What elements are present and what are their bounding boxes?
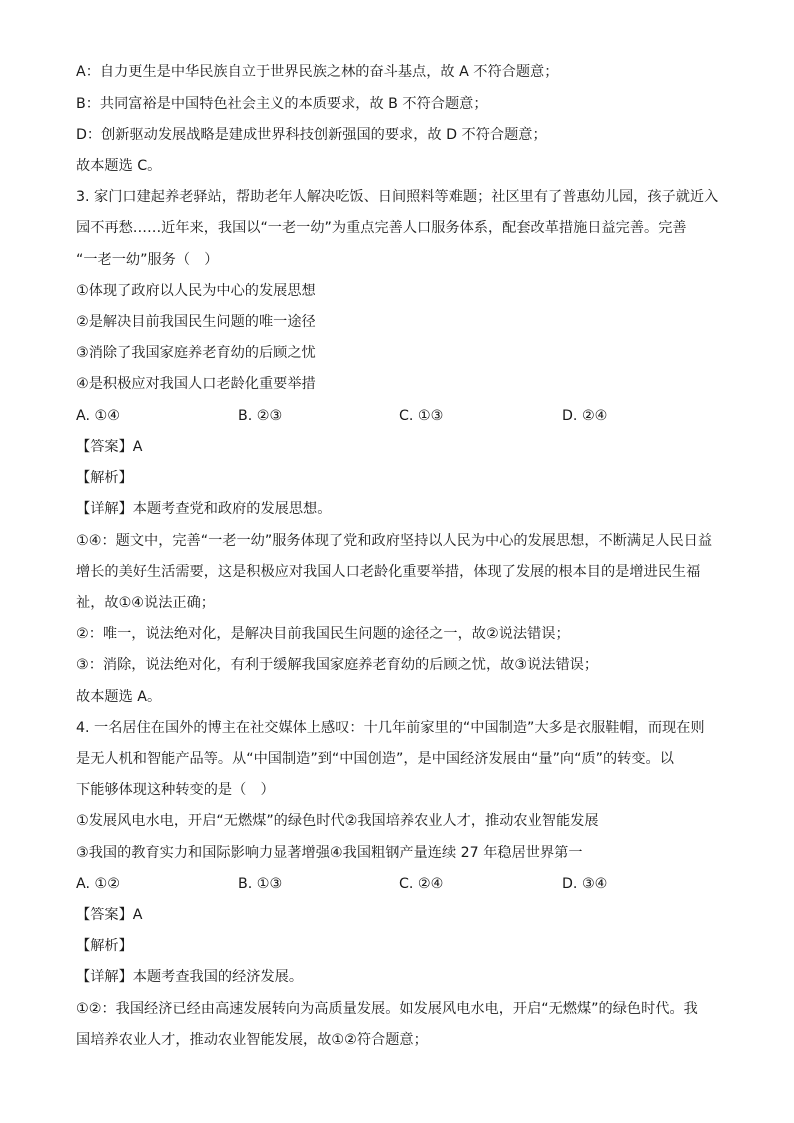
question-3-statement: ②是解决目前我国民生问题的唯一途径: [76, 314, 316, 330]
text-line: 故本题选 C。: [76, 158, 162, 174]
option-c: C. ②④: [399, 876, 444, 892]
question-3-statement: ③消除了我国家庭养老育幼的后顾之忧: [76, 345, 316, 361]
explanation-line: ②：唯一，说法绝对化，是解决目前我国民生问题的途径之一，故②说法错误；: [76, 626, 570, 642]
explanation-line: 祉，故①④说法正确；: [76, 595, 215, 611]
explanation-line: 国培养农业人才，推动农业智能发展，故①②符合题意；: [76, 1032, 428, 1048]
question-3-statement: ④是积极应对我国人口老龄化重要举措: [76, 376, 316, 392]
detail-label: 【详解】本题考查党和政府的发展思想。: [76, 501, 332, 517]
answer-label: 【答案】A: [76, 439, 143, 455]
analysis-label: 【解析】: [76, 938, 133, 954]
analysis-label: 【解析】: [76, 470, 133, 486]
question-3-options: [76, 405, 736, 427]
text-line: D：创新驱动发展战略是建成世界科技创新强国的要求，故 D 不符合题意；: [76, 127, 547, 143]
explanation-line: ③：消除，说法绝对化，有利于缓解我国家庭养老育幼的后顾之忧，故③说法错误；: [76, 657, 599, 673]
question-3-stem: 3. 家门口建起养老驿站，帮助老年人解决吃饭、日间照料等难题；社区里有了普惠幼儿园，孩子就近入: [76, 189, 719, 205]
question-4-stem: 4. 一名居住在国外的博主在社交媒体上感叹：十几年前家里的“中国制造”大多是衣服鞋帽，而现在则: [76, 720, 705, 736]
option-b: B. ②③: [238, 408, 283, 424]
detail-label: 【详解】本题考查我国的经济发展。: [76, 969, 304, 985]
option-d: D. ②④: [562, 408, 608, 424]
option-d: D. ③④: [562, 876, 608, 892]
option-b: B. ①③: [238, 876, 283, 892]
explanation-line: ①④：题文中，完善“一老一幼”服务体现了党和政府坚持以人民为中心的发展思想，不断满足人民日益: [76, 533, 713, 549]
question-4-statement: ①发展风电水电，开启“无燃煤”的绿色时代②我国培养农业人才，推动农业智能发展: [76, 813, 599, 829]
question-4-stem: 是无人机和智能产品等。从“中国制造”到“中国创造”，是中国经济发展由“量”向“质”的转变。以: [76, 751, 674, 767]
question-3-stem: “一老一幼”服务（ ）: [76, 252, 219, 268]
explanation-line: 增长的美好生活需要，这是积极应对我国人口老龄化重要举措，体现了发展的根本目的是增进民生福: [76, 564, 701, 580]
explanation-line: ①②：我国经济已经由高速发展转向为高质量发展。如发展风电水电，开启“无燃煤”的绿色时代。我: [76, 1001, 698, 1017]
question-4-stem: 下能够体现这种转变的是（ ）: [76, 782, 275, 798]
option-a: A. ①②: [76, 876, 120, 892]
answer-label: 【答案】A: [76, 907, 143, 923]
text-line: A：自力更生是中华民族自立于世界民族之林的奋斗基点，故 A 不符合题意；: [76, 64, 559, 80]
option-c: C. ①③: [399, 408, 444, 424]
option-a: A. ①④: [76, 408, 120, 424]
conclusion-line: 故本题选 A。: [76, 689, 162, 705]
question-3-stem: 园不再愁……近年来，我国以“一老一幼”为重点完善人口服务体系，配套改革措施日益完善。完善: [76, 220, 687, 236]
question-3-statement: ①体现了政府以人民为中心的发展思想: [76, 283, 316, 299]
question-4-options: [76, 873, 736, 895]
text-line: B：共同富裕是中国特色社会主义的本质要求，故 B 不符合题意；: [76, 96, 488, 112]
question-4-statement: ③我国的教育实力和国际影响力显著增强④我国粗钢产量连续 27 年稳居世界第一: [76, 845, 583, 861]
